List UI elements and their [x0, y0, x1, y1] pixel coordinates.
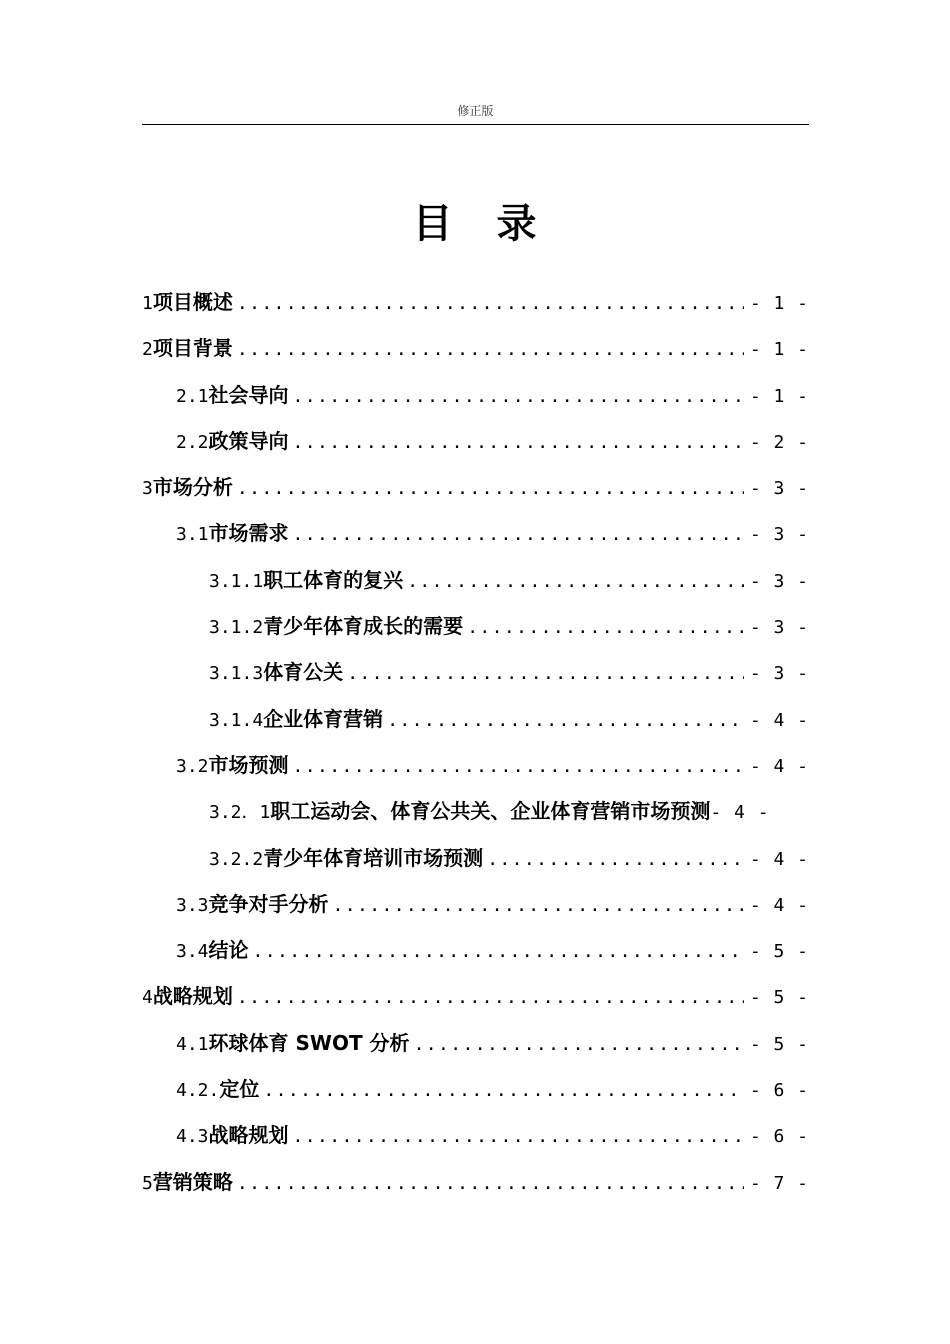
toc-entry-number: 3 — [142, 478, 153, 500]
toc-entry-number: 3.1.2 — [209, 617, 264, 639]
toc-dot-leader — [467, 605, 744, 649]
toc-entry-number: 4.1 — [176, 1033, 209, 1055]
toc-entry-title: 体育公关 — [263, 660, 344, 685]
toc-entry[interactable] — [142, 1112, 809, 1158]
toc-entry-number: 1 — [142, 293, 153, 314]
toc-entry[interactable] — [142, 603, 809, 649]
toc-dot-leader — [237, 975, 744, 1019]
toc-dot-leader — [253, 929, 744, 973]
toc-entry-title: 竞争对手分析 — [208, 891, 329, 916]
toc-dot-leader — [293, 1114, 744, 1158]
toc-entry-number: 2.2 — [176, 431, 209, 453]
toc-dot-leader — [237, 466, 744, 510]
toc-entry[interactable] — [142, 927, 809, 973]
toc-entry-number: 3.3 — [176, 894, 209, 916]
toc-entry-title: 市场分析 — [152, 475, 233, 500]
toc-entry-title: 职工运动会、体育公共关、企业体育营销市场预测 — [270, 799, 711, 824]
toc-entry[interactable] — [142, 1020, 809, 1066]
toc-entry-page-number: - 3 - — [749, 478, 809, 500]
toc-dot-leader — [237, 327, 744, 371]
toc-entry-number: 3.1.3 — [209, 663, 264, 685]
toc-entry-title: 战略规划 — [152, 984, 233, 1009]
toc-entry[interactable] — [142, 372, 809, 418]
toc-entry-page-number: - 1 - — [749, 385, 809, 407]
toc-entry-number: 4 — [142, 987, 153, 1009]
toc-dot-leader — [237, 1161, 744, 1205]
toc-entry-page-number: - 3 - — [749, 570, 809, 592]
toc-entry-page-number: - 5 - — [749, 941, 809, 963]
toc-entry-number: 3.2．1 — [209, 802, 271, 824]
toc-dot-leader — [387, 698, 744, 742]
toc-entry[interactable] — [142, 325, 809, 371]
toc-entry[interactable] — [142, 279, 809, 325]
toc-dot-leader — [333, 883, 744, 927]
toc-entry-title: 项目概述 — [152, 290, 233, 314]
toc-entry-page-number: - 4 - — [749, 755, 809, 777]
toc-entry-title: 职工体育的复兴 — [263, 567, 404, 592]
toc-dot-leader — [263, 1068, 743, 1112]
toc-entry[interactable] — [142, 464, 809, 510]
toc-entry-page-number: - 3 - — [749, 617, 809, 639]
table-of-contents — [142, 279, 809, 1205]
toc-entry-page-number: - 5 - — [749, 1033, 809, 1055]
toc-entry-number: 4.3 — [176, 1126, 209, 1148]
toc-entry[interactable] — [142, 1066, 809, 1112]
toc-entry-page-number: - 3 - — [749, 524, 809, 546]
toc-entry-page-number: - 4 - — [749, 848, 809, 870]
toc-entry-page-number: - 6 - — [749, 1126, 809, 1148]
toc-dot-leader — [237, 281, 744, 325]
toc-entry[interactable] — [142, 788, 809, 834]
toc-entry-number: 4.2. — [176, 1080, 220, 1102]
toc-entry-title: 营销策略 — [152, 1169, 233, 1194]
toc-entry-page-number: - 6 - — [749, 1080, 809, 1102]
toc-title: 目 录 — [412, 200, 539, 247]
toc-entry-title: 市场需求 — [208, 521, 289, 546]
toc-entry-number: 2 — [142, 339, 153, 361]
toc-entry-title: 青少年体育培训市场预测 — [263, 845, 484, 870]
toc-entry-page-number: - 1 - — [749, 293, 809, 314]
page-header: 修正版 — [457, 104, 494, 118]
toc-entry-number: 5 — [142, 1172, 153, 1194]
toc-entry[interactable] — [142, 881, 809, 927]
toc-entry-number: 3.1.4 — [209, 709, 264, 731]
toc-entry-number: 2.1 — [176, 385, 209, 407]
toc-entry[interactable] — [142, 973, 809, 1019]
toc-dot-leader — [414, 1022, 744, 1066]
toc-entry-title: 环球体育 SWOT 分析 — [208, 1030, 410, 1055]
toc-entry-page-number: - 5 - — [749, 987, 809, 1009]
toc-entry-number: 3.1 — [176, 524, 209, 546]
toc-entry-title: 结论 — [208, 938, 249, 963]
toc-dot-leader — [293, 744, 744, 788]
toc-dot-leader — [293, 512, 744, 556]
toc-entry-number: 3.2.2 — [209, 848, 264, 870]
toc-entry[interactable] — [142, 649, 809, 695]
toc-entry-number: 3.4 — [176, 941, 209, 963]
toc-entry-title: 市场预测 — [208, 752, 289, 777]
toc-entry-page-number: - 1 - — [749, 339, 809, 361]
toc-entry-number: 3.1.1 — [209, 570, 264, 592]
toc-entry[interactable] — [142, 1159, 809, 1205]
toc-entry-title: 战略规划 — [208, 1123, 289, 1148]
toc-entry-page-number: - 4 - — [749, 709, 809, 731]
toc-dot-leader — [347, 651, 744, 695]
toc-entry[interactable] — [142, 742, 809, 788]
toc-entry-title: 定位 — [219, 1077, 260, 1102]
toc-entry-page-number: - 2 - — [749, 431, 809, 453]
toc-entry-title: 企业体育营销 — [263, 706, 384, 731]
toc-entry-page-number: - 3 - — [749, 663, 809, 685]
toc-entry-number: 3.2 — [176, 755, 209, 777]
toc-dot-leader — [293, 374, 744, 418]
toc-entry[interactable] — [142, 418, 809, 464]
toc-entry-title: 政策导向 — [208, 428, 289, 453]
header-divider — [142, 124, 809, 125]
toc-entry-page-number: - 4 - — [749, 894, 809, 916]
toc-entry-page-number: - 4 - — [710, 802, 770, 824]
toc-entry[interactable] — [142, 696, 809, 742]
toc-entry-title: 社会导向 — [208, 382, 289, 407]
toc-entry-title: 青少年体育成长的需要 — [263, 614, 464, 639]
toc-dot-leader — [407, 559, 744, 603]
toc-dot-leader — [293, 420, 744, 464]
toc-dot-leader — [487, 837, 744, 881]
toc-entry[interactable] — [142, 557, 809, 603]
toc-entry-title: 项目背景 — [152, 336, 233, 361]
toc-entry-page-number: - 7 - — [749, 1172, 809, 1194]
toc-entry[interactable] — [142, 510, 809, 556]
toc-entry[interactable] — [142, 835, 809, 881]
